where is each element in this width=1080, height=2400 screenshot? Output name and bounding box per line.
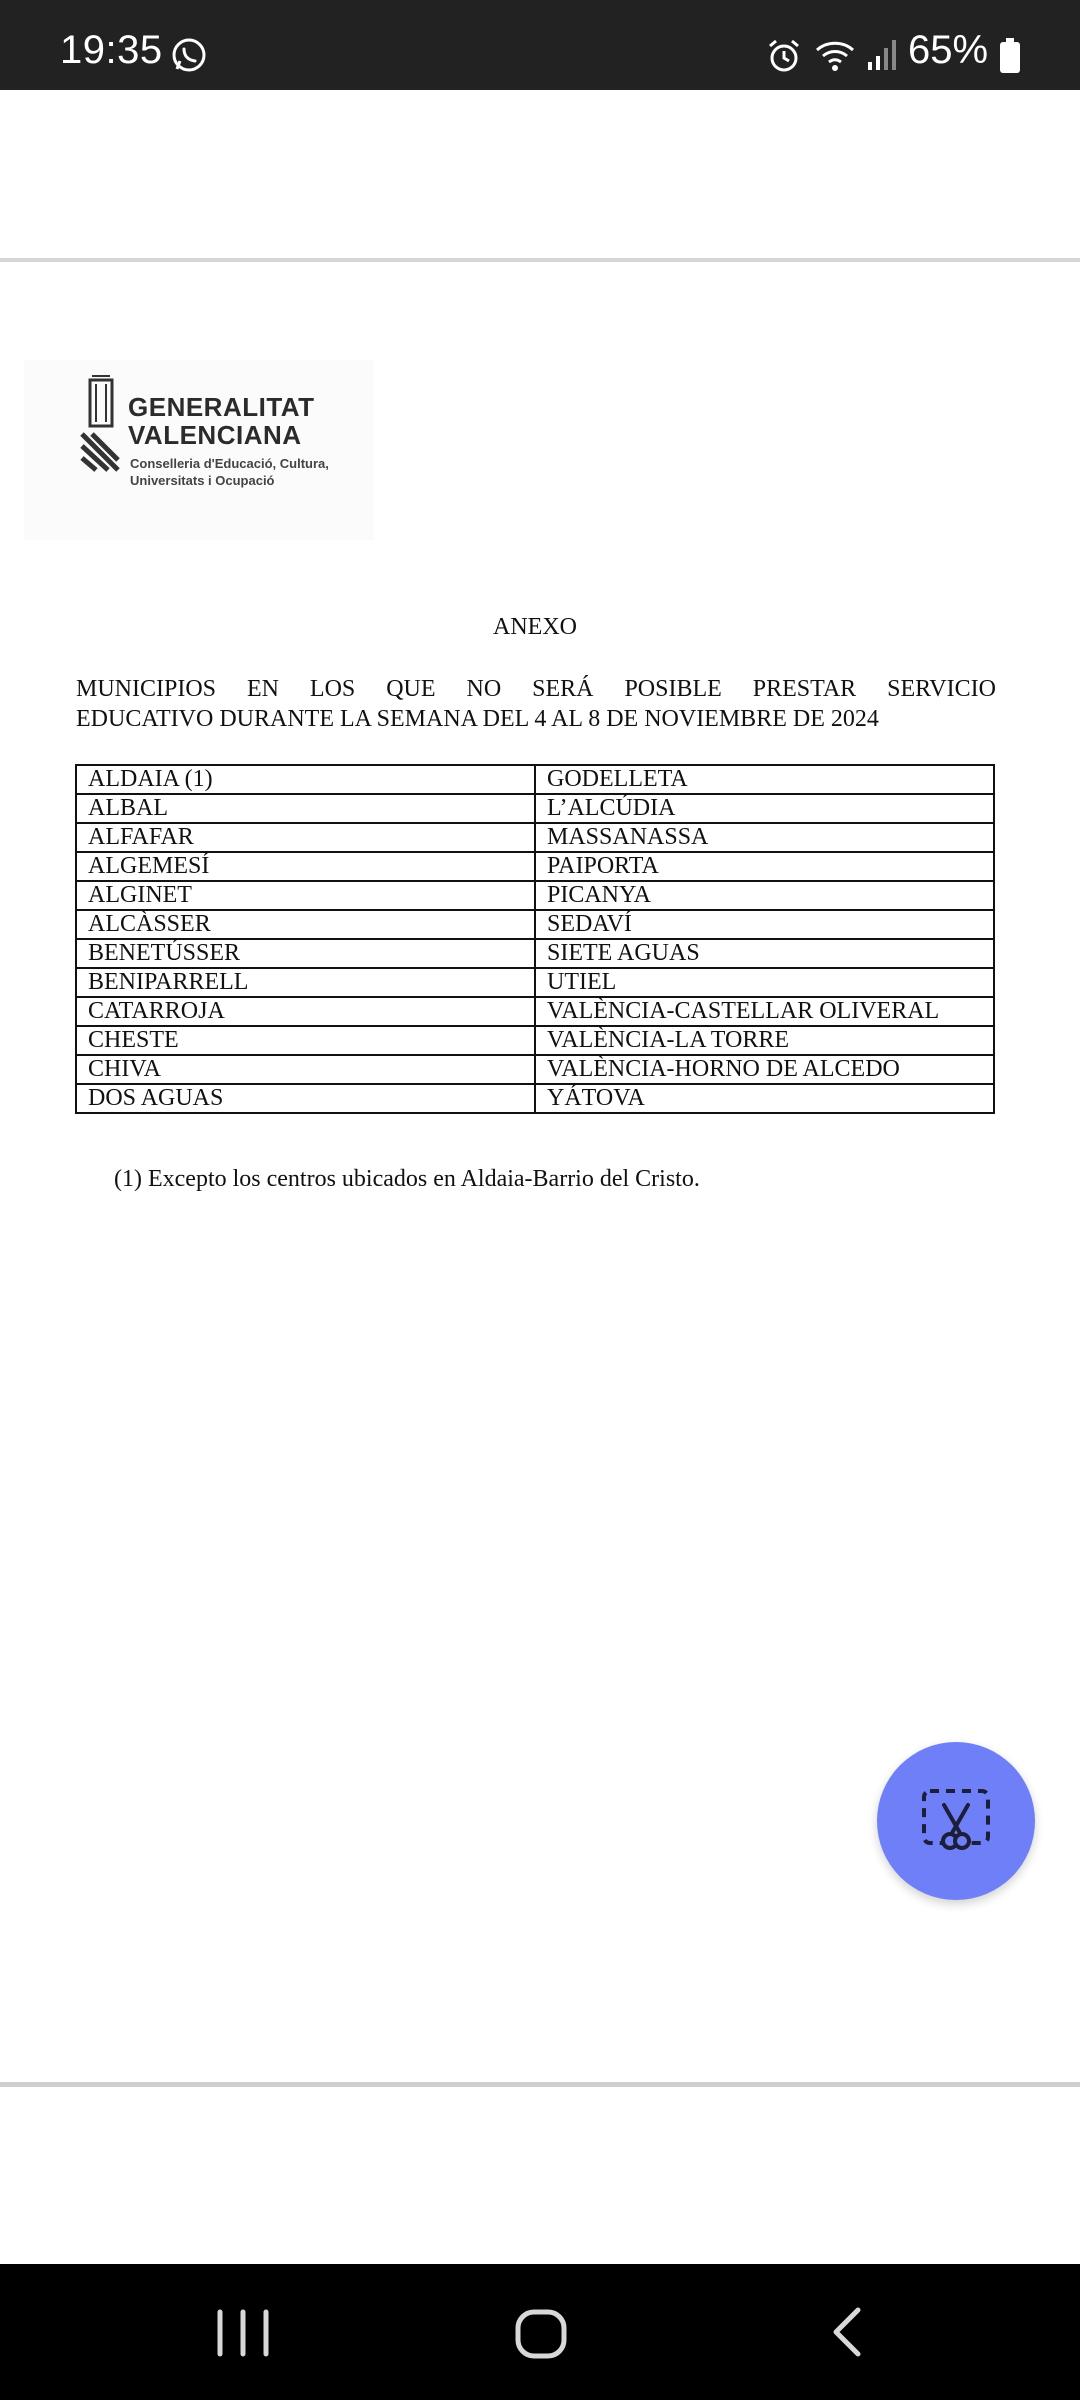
heading-word: QUE <box>386 676 436 702</box>
signal-icon <box>866 38 898 72</box>
table-cell: PICANYA <box>535 881 994 910</box>
table-cell: PAIPORTA <box>535 852 994 881</box>
coat-of-arms-icon <box>78 374 122 474</box>
screenshot-scissors-icon <box>916 1781 996 1861</box>
annex-title: ANEXO <box>493 614 577 640</box>
status-bar <box>0 0 1080 90</box>
table-row <box>76 1055 994 1084</box>
recents-icon[interactable] <box>210 2308 276 2358</box>
table-cell: UTIEL <box>535 968 994 997</box>
table-row <box>76 910 994 939</box>
screenshot-fab-button[interactable] <box>877 1742 1035 1900</box>
heading-line2: EDUCATIVO DURANTE LA SEMANA DEL 4 AL 8 DE NOVIEMBRE DE 2024 <box>76 706 879 732</box>
table-cell: L’ALCÚDIA <box>535 794 994 823</box>
page-edge-bottom <box>0 2082 1080 2087</box>
table-row <box>76 794 994 823</box>
footnote: (1) Excepto los centros ubicados en Aldaia-Barrio del Cristo. <box>114 1166 700 1192</box>
table-row <box>76 997 994 1026</box>
heading-word: MUNICIPIOS <box>76 676 217 702</box>
table-cell: BENIPARRELL <box>76 968 535 997</box>
table-cell: DOS AGUAS <box>76 1084 535 1113</box>
table-cell: ALBAL <box>76 794 535 823</box>
back-icon[interactable] <box>818 2302 878 2362</box>
status-time: 19:35 <box>60 28 163 72</box>
table-row <box>76 881 994 910</box>
heading-line1 <box>76 674 996 704</box>
table-cell: YÁTOVA <box>535 1084 994 1113</box>
table-cell: SIETE AGUAS <box>535 939 994 968</box>
table-row <box>76 968 994 997</box>
table-cell: ALFAFAR <box>76 823 535 852</box>
home-icon[interactable] <box>512 2304 572 2364</box>
page-edge-top <box>0 258 1080 262</box>
wifi-icon <box>814 38 856 72</box>
table-cell: BENETÚSSER <box>76 939 535 968</box>
heading-word: POSIBLE <box>624 676 722 702</box>
table-row <box>76 939 994 968</box>
table-cell: VALÈNCIA-LA TORRE <box>535 1026 994 1055</box>
heading-word: NO <box>466 676 502 702</box>
municipalities-table <box>75 764 995 1114</box>
table-cell: CHIVA <box>76 1055 535 1084</box>
table-cell: ALGINET <box>76 881 535 910</box>
table-row <box>76 823 994 852</box>
whatsapp-icon <box>170 36 208 74</box>
table-cell: SEDAVÍ <box>535 910 994 939</box>
table-cell: CHESTE <box>76 1026 535 1055</box>
table-cell: ALGEMESÍ <box>76 852 535 881</box>
battery-icon <box>998 38 1022 74</box>
table-row <box>76 1084 994 1113</box>
table-cell: MASSANASSA <box>535 823 994 852</box>
table-cell: ALDAIA (1) <box>76 765 535 794</box>
logo-line1: GENERALITAT <box>128 392 315 422</box>
table-cell: VALÈNCIA-CASTELLAR OLIVERAL <box>535 997 994 1026</box>
heading-word: SERÁ <box>532 676 594 702</box>
heading-word: LOS <box>309 676 356 702</box>
logo-line3: Conselleria d'Educació, Cultura, <box>130 456 329 471</box>
table-row <box>76 852 994 881</box>
table-cell: CATARROJA <box>76 997 535 1026</box>
table-row <box>76 765 994 794</box>
table-cell: VALÈNCIA-HORNO DE ALCEDO <box>535 1055 994 1084</box>
alarm-icon <box>766 38 802 74</box>
table-cell: ALCÀSSER <box>76 910 535 939</box>
heading-word: PRESTAR <box>752 676 857 702</box>
table-cell: GODELLETA <box>535 765 994 794</box>
logo-line4: Universitats i Ocupació <box>130 473 275 488</box>
battery-percent: 65% <box>908 28 989 72</box>
table-row <box>76 1026 994 1055</box>
navigation-bar <box>0 2264 1080 2400</box>
logo-line2: VALENCIANA <box>128 420 302 450</box>
document-heading <box>76 674 996 734</box>
heading-word: SERVICIO <box>887 676 996 702</box>
heading-word: EN <box>246 676 279 702</box>
generalitat-logo <box>24 360 374 540</box>
